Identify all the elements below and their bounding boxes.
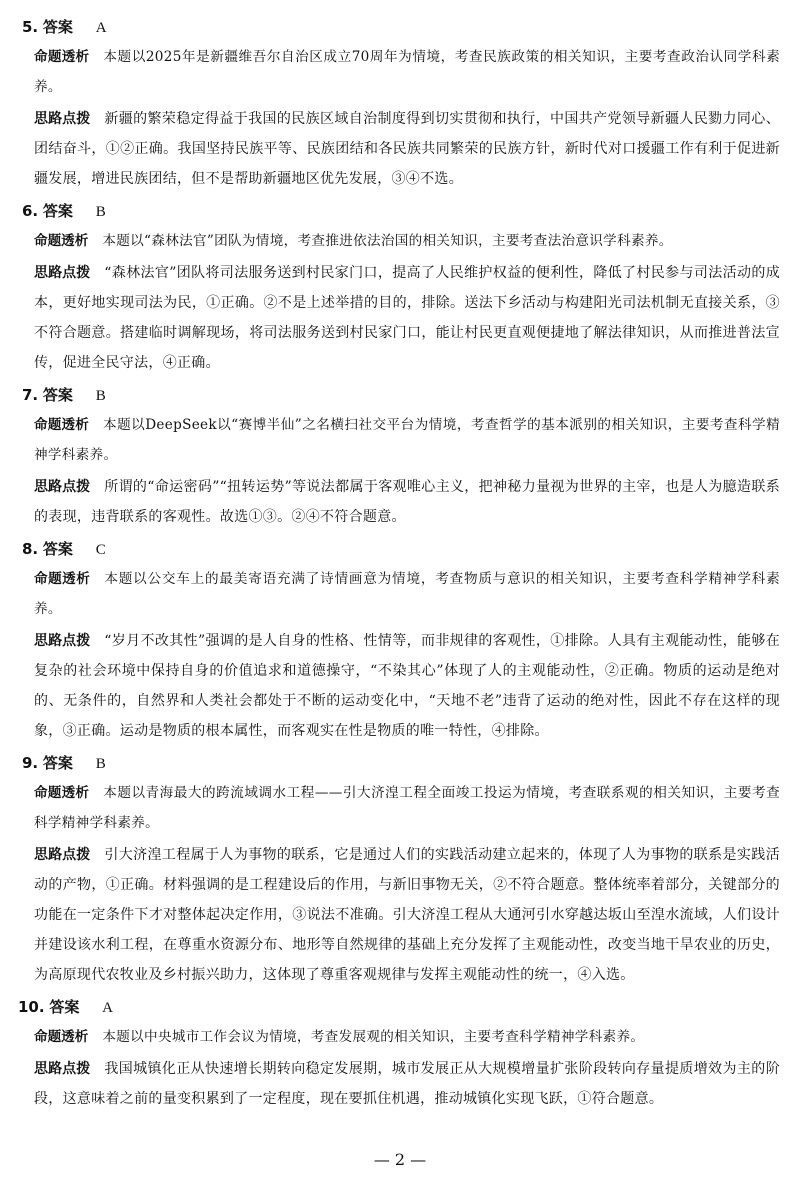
question-header: [22, 748, 780, 778]
question-header: [22, 196, 780, 226]
analysis-text: 本题以2025年是新疆维吾尔自治区成立70周年为情境，考查民族政策的相关知识，主要考查政治认同学科素养。: [34, 49, 780, 95]
page-number: — 2 —: [373, 1150, 427, 1169]
analysis-label: 命题透析: [34, 233, 89, 249]
hint-label: 思路点拨: [34, 633, 91, 649]
answer-value: C: [95, 542, 106, 558]
question-number: 9.: [22, 754, 39, 772]
hint-text: 所谓的“命运密码”“扭转运势”等说法都属于客观唯心主义，把神秘力量视为世界的主宰，也是人为臆造联系的表现，违背联系的客观性。故选①③。②④不符合题意。: [34, 479, 781, 525]
question-number: 8.: [22, 540, 39, 558]
question-9: [22, 748, 780, 990]
hint-paragraph: [34, 472, 780, 532]
question-7: [22, 380, 781, 532]
answer-value: B: [95, 204, 106, 220]
question-header: [22, 12, 780, 42]
hint-paragraph: [34, 104, 780, 194]
question-number: 5.: [22, 18, 39, 36]
answer-label: 答案: [42, 18, 73, 36]
question-8: [22, 534, 781, 746]
analysis-label: 命题透析: [34, 49, 90, 65]
analysis-paragraph: [34, 226, 780, 256]
hint-text: 引大济湟工程属于人为事物的联系，它是通过人们的实践活动建立起来的，体现了人为事物的联系是实践活动的产物，①正确。材料强调的是工程建设后的作用，与新旧事物无关，②不符合题意。整体统率着部分，关键部分的功能在一定条件下才对整体起决定作用，③说法不准确。引大济湟工程从大通河引水穿越达坂山至湟水流域，人们设计并建设该水利工程，在尊重水资源分布、地形等自然规律的基础上充分发挥了主观能动性，改变当地干旱农业的历史，为高原现代农牧业及乡村振兴助力，这体现了尊重客观规律与发挥主观能动性的统一，④入选。: [34, 847, 780, 983]
hint-paragraph: [34, 1054, 780, 1114]
question-10: [18, 992, 780, 1114]
hint-label: 思路点拨: [34, 479, 91, 495]
analysis-paragraph: [34, 1022, 780, 1052]
question-header: [18, 992, 780, 1022]
analysis-label: 命题透析: [34, 571, 91, 587]
analysis-text: 本题以青海最大的跨流域调水工程——引大济湟工程全面竣工投运为情境，考查联系观的相关知识，主要考查科学精神学科素养。: [34, 785, 780, 831]
analysis-paragraph: [34, 42, 780, 102]
answer-value: A: [102, 1000, 113, 1016]
analysis-text: 本题以DeepSeek以“赛博半仙”之名横扫社交平台为情境，考查哲学的基本派别的相关知识，主要考查科学精神学科素养。: [34, 417, 780, 463]
question-number: 7.: [22, 386, 39, 404]
analysis-paragraph: [34, 778, 780, 838]
hint-paragraph: [34, 626, 780, 746]
answer-value: A: [95, 20, 107, 36]
hint-label: 思路点拨: [34, 847, 91, 863]
hint-text: 新疆的繁荣稳定得益于我国的民族区域自治制度得到切实贯彻和执行，中国共产党领导新疆人民勠力同心、团结奋斗，①②正确。我国坚持民族平等、民族团结和各民族共同繁荣的民族方针，新时代对口援疆工作有利于促进新疆发展，增进民族团结，但不是帮助新疆地区优先发展，③④不选。: [34, 111, 780, 187]
analysis-label: 命题透析: [34, 417, 90, 433]
analysis-paragraph: [34, 410, 780, 470]
hint-text: “岁月不改其性”强调的是人自身的性格、性情等，而非规律的客观性，①排除。人具有主观能动性，能够在复杂的社会环境中保持自身的价值追求和道德操守，“不染其心”体现了人的主观能动性，②正确。物质的运动是绝对的、无条件的，自然界和人类社会都处于不断的运动变化中，“天地不老”违背了运动的绝对性，因此不存在这样的现象，③正确。运动是物质的根本属性，而客观实在性是物质的唯一特性，④排除。: [34, 633, 781, 739]
question-6: [22, 196, 781, 378]
analysis-text: 本题以“森林法官”团队为情境，考查推进依法治国的相关知识，主要考查法治意识学科素养。: [102, 233, 673, 249]
answer-label: 答案: [42, 540, 73, 558]
analysis-text: 本题以中央城市工作会议为情境，考查发展观的相关知识，主要考查科学精神学科素养。: [102, 1029, 645, 1045]
answer-label: 答案: [42, 754, 73, 772]
answer-label: 答案: [42, 202, 73, 220]
question-header: [22, 380, 780, 410]
hint-label: 思路点拨: [34, 1061, 91, 1077]
hint-text: 我国城镇化正从快速增长期转向稳定发展期，城市发展正从大规模增量扩张阶段转向存量提质增效为主的阶段，这意味着之前的量变积累到了一定程度，现在要抓住机遇，推动城镇化实现飞跃，①符合题意。: [34, 1061, 780, 1107]
hint-paragraph: [34, 258, 780, 378]
hint-label: 思路点拨: [34, 265, 91, 281]
answer-value: B: [95, 388, 106, 404]
analysis-text: 本题以公交车上的最美寄语充满了诗情画意为情境，考查物质与意识的相关知识，主要考查科学精神学科素养。: [34, 571, 780, 617]
analysis-label: 命题透析: [34, 785, 90, 801]
hint-text: “森林法官”团队将司法服务送到村民家门口，提高了人民维护权益的便利性，降低了村民参与司法活动的成本，更好地实现司法为民，①正确。②不是上述举措的目的，排除。送法下乡活动与构建阳光司法机制无直接关系，③不符合题意。搭建临时调解现场，将司法服务送到村民家门口，能让村民更直观便捷地了解法律知识，从而推进普法宣传，促进全民守法，④正确。: [34, 265, 781, 371]
hint-label: 思路点拨: [34, 111, 91, 127]
question-number: 6.: [22, 202, 39, 220]
hint-paragraph: [34, 840, 780, 990]
question-header: [22, 534, 780, 564]
analysis-label: 命题透析: [34, 1029, 89, 1045]
question-5: [22, 12, 780, 194]
answer-value: B: [95, 756, 106, 772]
answer-label: 答案: [49, 998, 80, 1016]
question-number: 10.: [18, 998, 45, 1016]
analysis-paragraph: [34, 564, 780, 624]
answer-label: 答案: [42, 386, 73, 404]
